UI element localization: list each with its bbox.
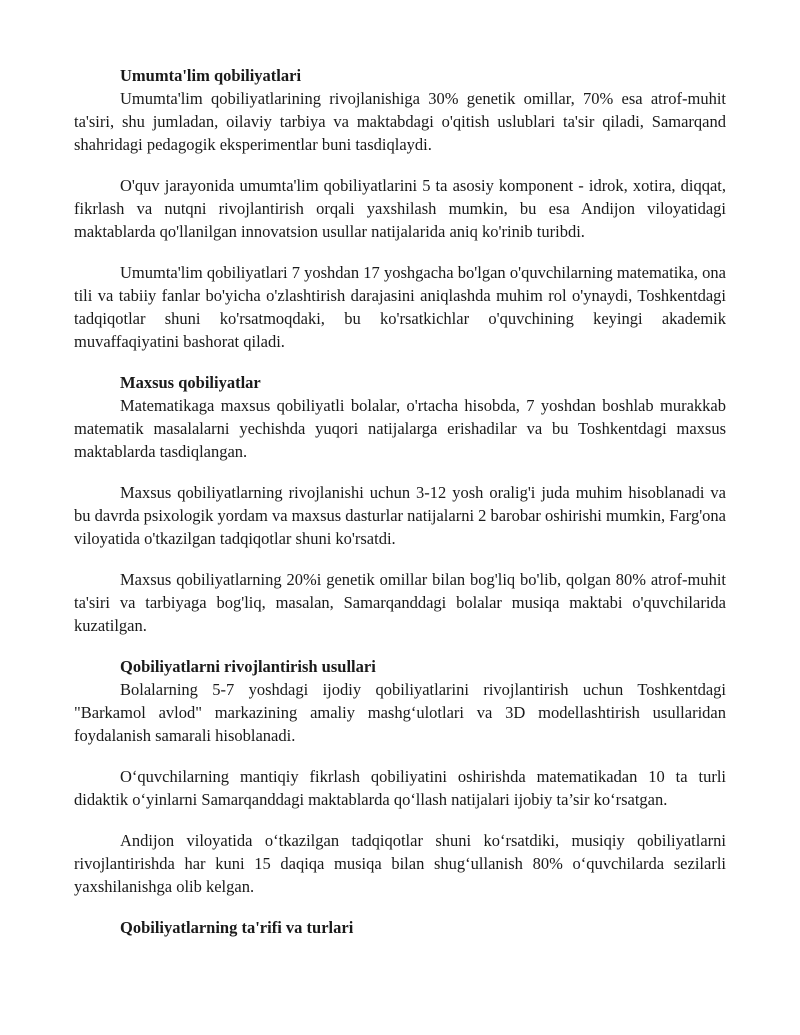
section-heading-development-methods: Qobiliyatlarni rivojlantirish usullari	[120, 657, 376, 676]
section-heading-general-abilities: Umumta'lim qobiliyatlari	[120, 66, 302, 85]
paragraph: Maxsus qobiliyatlarning 20%i genetik omillar bilan bog'liq bo'lib, qolgan 80% atrof-muhit ta'siri va tarbiyaga bog'liq, masalan, Samarqanddagi bolalar musiqa maktabi o'quvchilarida kuzatilgan.	[74, 570, 726, 635]
paragraph: Matematikaga maxsus qobiliyatli bolalar, o'rtacha hisobda, 7 yoshdan boshlab murakkab matematik masalalarni yechishda yuqori natijalarga erishadilar va bu Toshkentdagi maxsus maktablarda tasdiqlangan.	[74, 396, 726, 461]
paragraph: Umumta'lim qobiliyatlari 7 yoshdan 17 yoshgacha bo'lgan o'quvchilarning matematika, ona tili va tabiiy fanlar bo'yicha o'zlashtirish darajasini aniqlashda muhim rol o'ynaydi, Toshkentdagi tadqiqotlar shuni ko'rsatmoqdaki, bu ko'rsatkichlar o'quvchining keyingi akademik muvaffaqiyatini bashorat qiladi.	[74, 263, 726, 351]
paragraph: Maxsus qobiliyatlarning rivojlanishi uchun 3-12 yosh oralig'i juda muhim hisoblanadi va bu davrda psixologik yordam va maxsus dasturlar natijalarni 2 barobar oshirishi mumkin, Farg'ona viloyatida o'tkazilgan tadqiqotlar shuni ko'rsatdi.	[74, 483, 726, 548]
paragraph: Bolalarning 5-7 yoshdagi ijodiy qobiliyatlarini rivojlantirish uchun Toshkentdagi "Barkamol avlod" markazining amaliy mashg‘ulotlari va 3D modellashtirish usullaridan foydalanish samarali hisoblanadi.	[74, 680, 726, 745]
paragraph: O‘quvchilarning mantiqiy fikrlash qobiliyatini oshirishda matematikadan 10 ta turli didaktik o‘yinlarni Samarqanddagi maktablarda qo‘llash natijalari ijobiy ta’sir ko‘rsatgan.	[74, 767, 726, 809]
paragraph: Umumta'lim qobiliyatlarining rivojlanishiga 30% genetik omillar, 70% esa atrof-muhit ta'siri, shu jumladan, oilaviy tarbiya va maktabdagi o'qitish uslublari ta'sir qiladi, Samarqand shahridagi pedagogik eksperimentlar buni tasdiqlaydi.	[74, 89, 726, 154]
section-heading-definition-and-types: Qobiliyatlarning ta'rifi va turlari	[120, 918, 354, 937]
paragraph: Andijon viloyatida o‘tkazilgan tadqiqotlar shuni ko‘rsatdiki, musiqiy qobiliyatlarni rivojlantirishda har kuni 15 daqiqa musiqa bilan shug‘ullanish 80% o‘quvchilarda sezilarli yaxshilanishga olib kelgan.	[74, 831, 726, 896]
paragraph: O'quv jarayonida umumta'lim qobiliyatlarini 5 ta asosiy komponent - idrok, xotira, diqqat, fikrlash va nutqni rivojlantirish orqali yaxshilash mumkin, bu esa Andijon viloyatidagi maktablarda qo'llanilgan innovatsion usullar natijalarida aniq ko'rinib turibdi.	[74, 176, 726, 241]
document-page	[74, 64, 726, 939]
section-heading-special-abilities: Maxsus qobiliyatlar	[120, 373, 261, 392]
